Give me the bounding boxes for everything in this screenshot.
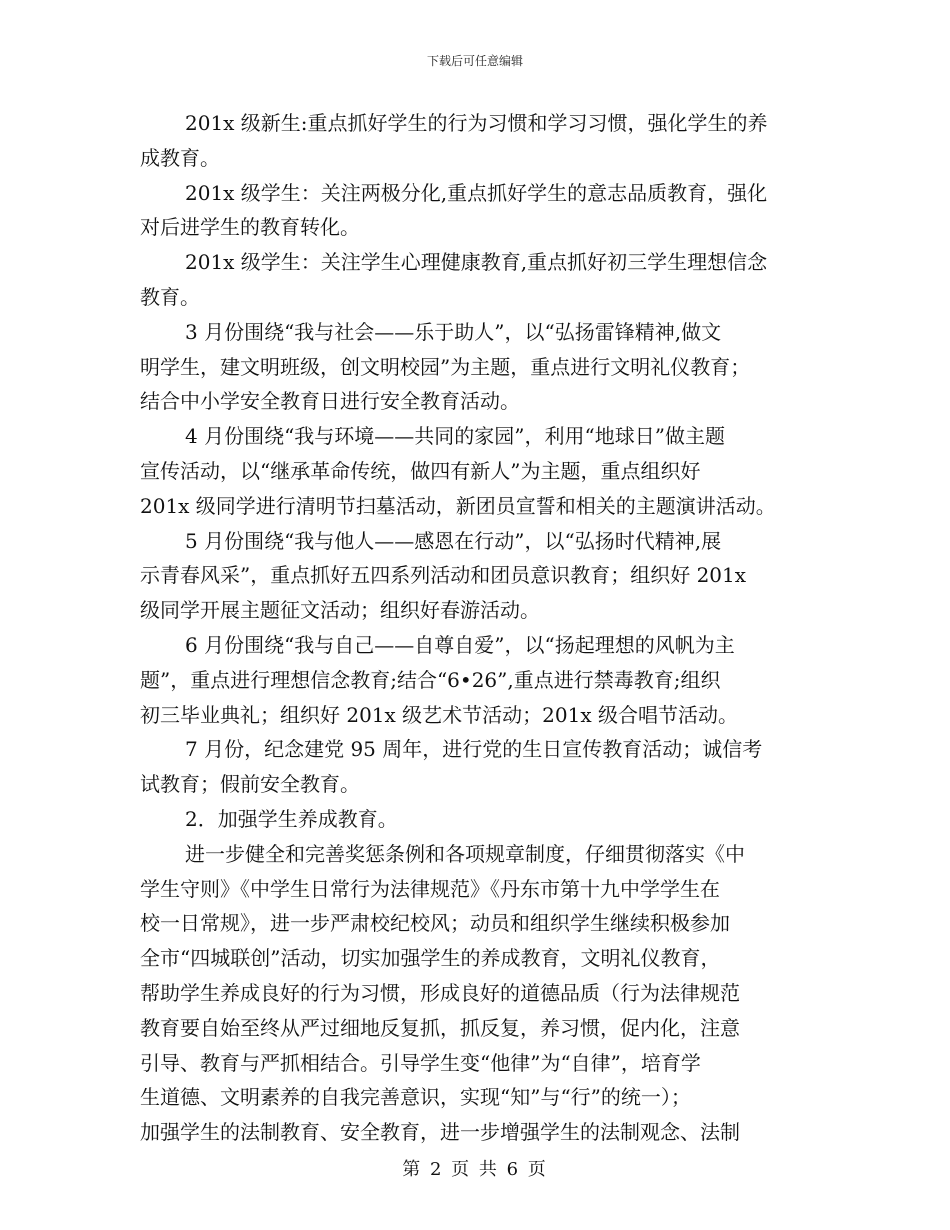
text-line: 进一步健全和完善奖惩条例和各项规章制度，仔细贯彻落实《中 <box>185 841 745 866</box>
text-line: 试教育；假前安全教育。 <box>140 772 360 797</box>
text-line: 宣传活动，以“继承革命传统，做四有新人”为主题，重点组织好 <box>140 458 701 483</box>
text-line: 加强学生的法制教育、安全教育，进一步增强学生的法制观念、法制 <box>140 1120 740 1145</box>
text-line: 201x 级学生：关注学生心理健康教育,重点抓好初三学生理想信念 <box>185 250 768 275</box>
text-line: 全市“四城联创”活动，切实加强学生的养成教育，文明礼仪教育， <box>140 946 721 971</box>
text-line: 6 月份围绕“我与自己——自尊自爱”，以“扬起理想的风帆为主 <box>185 632 735 657</box>
text-line: 5 月份围绕“我与他人——感恩在行动”，以“弘扬时代精神,展 <box>185 528 722 553</box>
text-line: 教育。 <box>140 284 200 309</box>
text-line: 明学生，建文明班级，创文明校园”为主题，重点进行文明礼仪教育； <box>140 354 751 379</box>
text-line: 初三毕业典礼；组织好 201x 级艺术节活动；201x 级合唱节活动。 <box>140 702 738 727</box>
text-line: 题”，重点进行理想信念教育;结合“6•26”,重点进行禁毒教育;组织 <box>140 667 721 692</box>
section-heading: 2．加强学生养成教育。 <box>185 806 398 831</box>
text-line: 生道德、文明素养的自我完善意识，实现“知”与“行”的统一）； <box>140 1085 691 1110</box>
text-line: 成教育。 <box>140 145 220 170</box>
page-footer: 第 2 页 共 6 页 <box>402 1159 548 1180</box>
text-line: 201x 级同学进行清明节扫墓活动，新团员宣誓和相关的主题演讲活动。 <box>140 493 776 518</box>
text-line: 级同学开展主题征文活动；组织好春游活动。 <box>140 598 540 623</box>
text-line: 4 月份围绕“我与环境——共同的家园”，利用“地球日”做主题 <box>185 424 725 449</box>
page-header: 下载后可任意编辑 <box>426 54 523 68</box>
text-line: 示青春风采”，重点抓好五四系列活动和团员意识教育；组织好 201x <box>140 563 747 588</box>
text-line: 校一日常规》，进一步严肃校纪校风；动员和组织学生继续积极参加 <box>140 911 730 936</box>
text-line: 学生守则》《中学生日常行为法律规范》《丹东市第十九中学学生在 <box>140 876 720 901</box>
text-line: 结合中小学安全教育日进行安全教育活动。 <box>140 389 520 414</box>
text-line: 3 月份围绕“我与社会——乐于助人”，以“弘扬雷锋精神,做文 <box>185 319 722 344</box>
text-line: 7 月份，纪念建党 95 周年，进行党的生日宣传教育活动；诚信考 <box>185 737 763 762</box>
text-line: 帮助学生养成良好的行为习惯，形成良好的道德品质（行为法律规范 <box>140 980 740 1005</box>
text-line: 201x 级学生：关注两极分化,重点抓好学生的意志品质教育，强化 <box>185 180 768 205</box>
document-body <box>140 106 815 1150</box>
text-line: 教育要自始至终从严过细地反复抓，抓反复，养习惯，促内化，注意 <box>140 1015 740 1040</box>
text-line: 引导、教育与严抓相结合。引导学生变“他律”为“自律”，培育学 <box>140 1050 701 1075</box>
text-line: 对后进学生的教育转化。 <box>140 215 360 240</box>
text-line: 201x 级新生:重点抓好学生的行为习惯和学习习惯，强化学生的养 <box>185 111 768 135</box>
